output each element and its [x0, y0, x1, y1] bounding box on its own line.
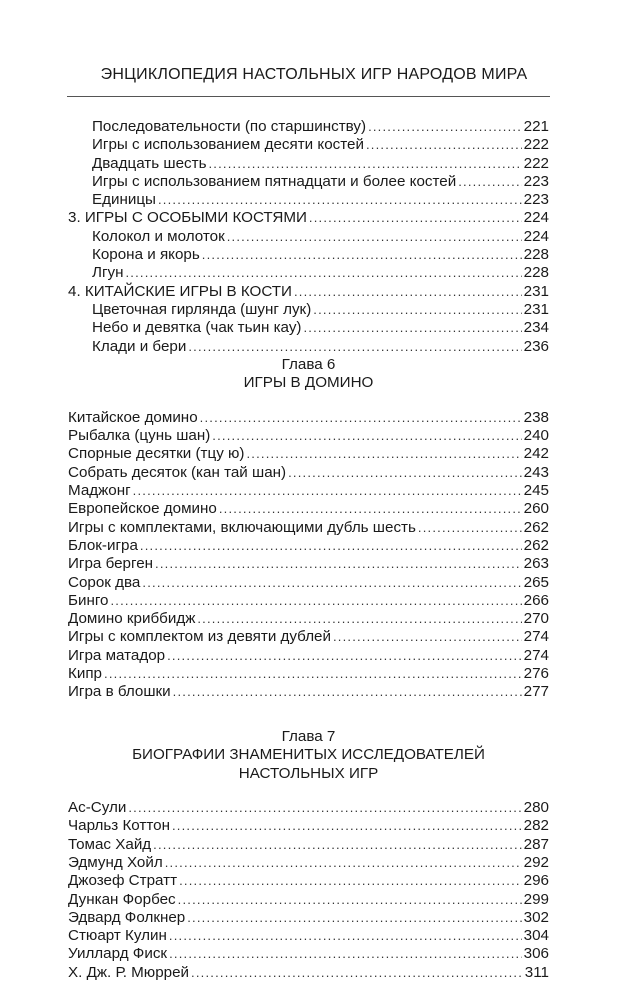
toc-entry[interactable]: Игра берген ..... 263: [68, 555, 549, 573]
table-of-contents: [68, 118, 549, 982]
toc-entry[interactable]: Игра матадор ..... 274: [68, 647, 549, 665]
toc-entry[interactable]: Кипр ..... 276: [68, 665, 549, 683]
leader-dots: [173, 683, 522, 701]
toc-entry[interactable]: Собрать десяток (кан тай шан) ..... 243: [68, 464, 549, 482]
toc-entry[interactable]: Последовательности (по старшинству) ..... 221: [68, 118, 549, 136]
leader-dots: [111, 592, 522, 610]
toc-entry[interactable]: Корона и якорь ..... 228: [68, 246, 549, 264]
toc-entry[interactable]: Китайское домино ..... 238: [68, 409, 549, 427]
toc-entry[interactable]: Блок-игра ..... 262: [68, 537, 549, 555]
chapter-7-heading: [68, 728, 549, 784]
leader-dots: [167, 647, 522, 665]
toc-entry[interactable]: Чарльз Коттон ..... 282: [68, 817, 549, 835]
toc-entry[interactable]: Двадцать шесть ..... 222: [68, 155, 549, 173]
chapter-6-entries: [68, 409, 549, 702]
toc-entry[interactable]: Стюарт Кулин ..... 304: [68, 927, 549, 945]
toc-entry[interactable]: Эдвард Фолкнер ..... 302: [68, 909, 549, 927]
leader-dots: [200, 409, 522, 427]
leader-dots: [179, 872, 522, 890]
chapter-label: Глава 7: [281, 727, 336, 745]
chapter-title-line2: НАСТОЛЬНЫХ ИГР: [238, 764, 379, 782]
toc-entry[interactable]: Игры с комплектами, включающими дубль шесть ..... 262: [68, 519, 549, 537]
leader-dots: [219, 500, 522, 518]
chapter-title: ИГРЫ В ДОМИНО: [243, 374, 374, 392]
leader-dots: [304, 319, 522, 337]
leader-dots: [208, 155, 521, 173]
leader-dots: [246, 445, 521, 463]
toc-entry[interactable]: Сорок два ..... 265: [68, 574, 549, 592]
toc-entry[interactable]: Небо и девятка (чак тьин кау) ..... 234: [68, 319, 549, 337]
leader-dots: [418, 519, 522, 537]
leader-dots: [187, 909, 521, 927]
toc-entry[interactable]: Европейское домино ..... 260: [68, 500, 549, 518]
leader-dots: [333, 628, 522, 646]
running-head: ЭНЦИКЛОПЕДИЯ НАСТОЛЬНЫХ ИГР НАРОДОВ МИРА: [100, 66, 528, 83]
leader-dots: [313, 301, 521, 319]
chapter-7-entries: [68, 799, 549, 982]
toc-section-heading[interactable]: 4. КИТАЙСКИЕ ИГРЫ В КОСТИ ..... 231: [68, 283, 549, 301]
toc-entry[interactable]: Дункан Форбес ..... 299: [68, 891, 549, 909]
toc-entry[interactable]: Маджонг ..... 245: [68, 482, 549, 500]
toc-entry[interactable]: Х. Дж. Р. Мюррей ..... 311: [68, 964, 549, 982]
toc-entry[interactable]: Игры с использованием пятнадцати и более костей ..... 223: [68, 173, 549, 191]
leader-dots: [172, 817, 522, 835]
toc-entry[interactable]: Игры с комплектом из девяти дублей ..... 274: [68, 628, 549, 646]
toc-entry[interactable]: Томас Хайд ..... 287: [68, 836, 549, 854]
leader-dots: [212, 427, 521, 445]
leader-dots: [153, 836, 521, 854]
leader-dots: [197, 610, 521, 628]
leader-dots: [126, 264, 522, 282]
leader-dots: [366, 136, 522, 154]
leader-dots: [227, 228, 522, 246]
header-rule: [67, 96, 550, 97]
leader-dots: [104, 665, 522, 683]
toc-entry[interactable]: Игры с использованием десяти костей ..... 222: [68, 136, 549, 154]
leader-dots: [165, 854, 522, 872]
leader-dots: [368, 118, 522, 136]
toc-entry[interactable]: Единицы ..... 223: [68, 191, 549, 209]
leader-dots: [158, 191, 522, 209]
toc-entry[interactable]: Рыбалка (цунь шан) ..... 240: [68, 427, 549, 445]
toc-entry[interactable]: Домино криббидж ..... 270: [68, 610, 549, 628]
toc-entry[interactable]: Игра в блошки ..... 277: [68, 683, 549, 701]
toc-entry[interactable]: Ас-Сули ..... 280: [68, 799, 549, 817]
toc-entry[interactable]: Лгун ..... 228: [68, 264, 549, 282]
chapter-6-heading: [68, 356, 549, 393]
toc-entry[interactable]: Клади и бери ..... 236: [68, 338, 549, 356]
section-top-entries: [68, 118, 549, 356]
leader-dots: [140, 537, 522, 555]
leader-dots: [191, 964, 523, 982]
toc-entry[interactable]: Цветочная гирлянда (шунг лук) ..... 231: [68, 301, 549, 319]
leader-dots: [169, 945, 522, 963]
leader-dots: [309, 209, 522, 227]
leader-dots: [202, 246, 522, 264]
toc-entry[interactable]: Уиллард Фиск ..... 306: [68, 945, 549, 963]
leader-dots: [142, 574, 521, 592]
toc-entry[interactable]: Эдмунд Хойл ..... 292: [68, 854, 549, 872]
leader-dots: [133, 482, 522, 500]
leader-dots: [294, 283, 522, 301]
toc-entry[interactable]: Джозеф Стратт ..... 296: [68, 872, 549, 890]
leader-dots: [128, 799, 521, 817]
leader-dots: [288, 464, 522, 482]
leader-dots: [178, 891, 522, 909]
leader-dots: [169, 927, 522, 945]
leader-dots: [155, 555, 522, 573]
leader-dots: [188, 338, 521, 356]
chapter-title-line1: БИОГРАФИИ ЗНАМЕНИТЫХ ИССЛЕДОВАТЕЛЕЙ: [132, 746, 485, 764]
toc-section-heading[interactable]: 3. ИГРЫ С ОСОБЫМИ КОСТЯМИ ..... 224: [68, 209, 549, 227]
toc-entry[interactable]: Бинго ..... 266: [68, 592, 549, 610]
leader-dots: [458, 173, 521, 191]
toc-entry[interactable]: Спорные десятки (тцу ю) ..... 242: [68, 445, 549, 463]
chapter-label: Глава 6: [281, 355, 336, 373]
toc-entry[interactable]: Колокол и молоток ..... 224: [68, 228, 549, 246]
